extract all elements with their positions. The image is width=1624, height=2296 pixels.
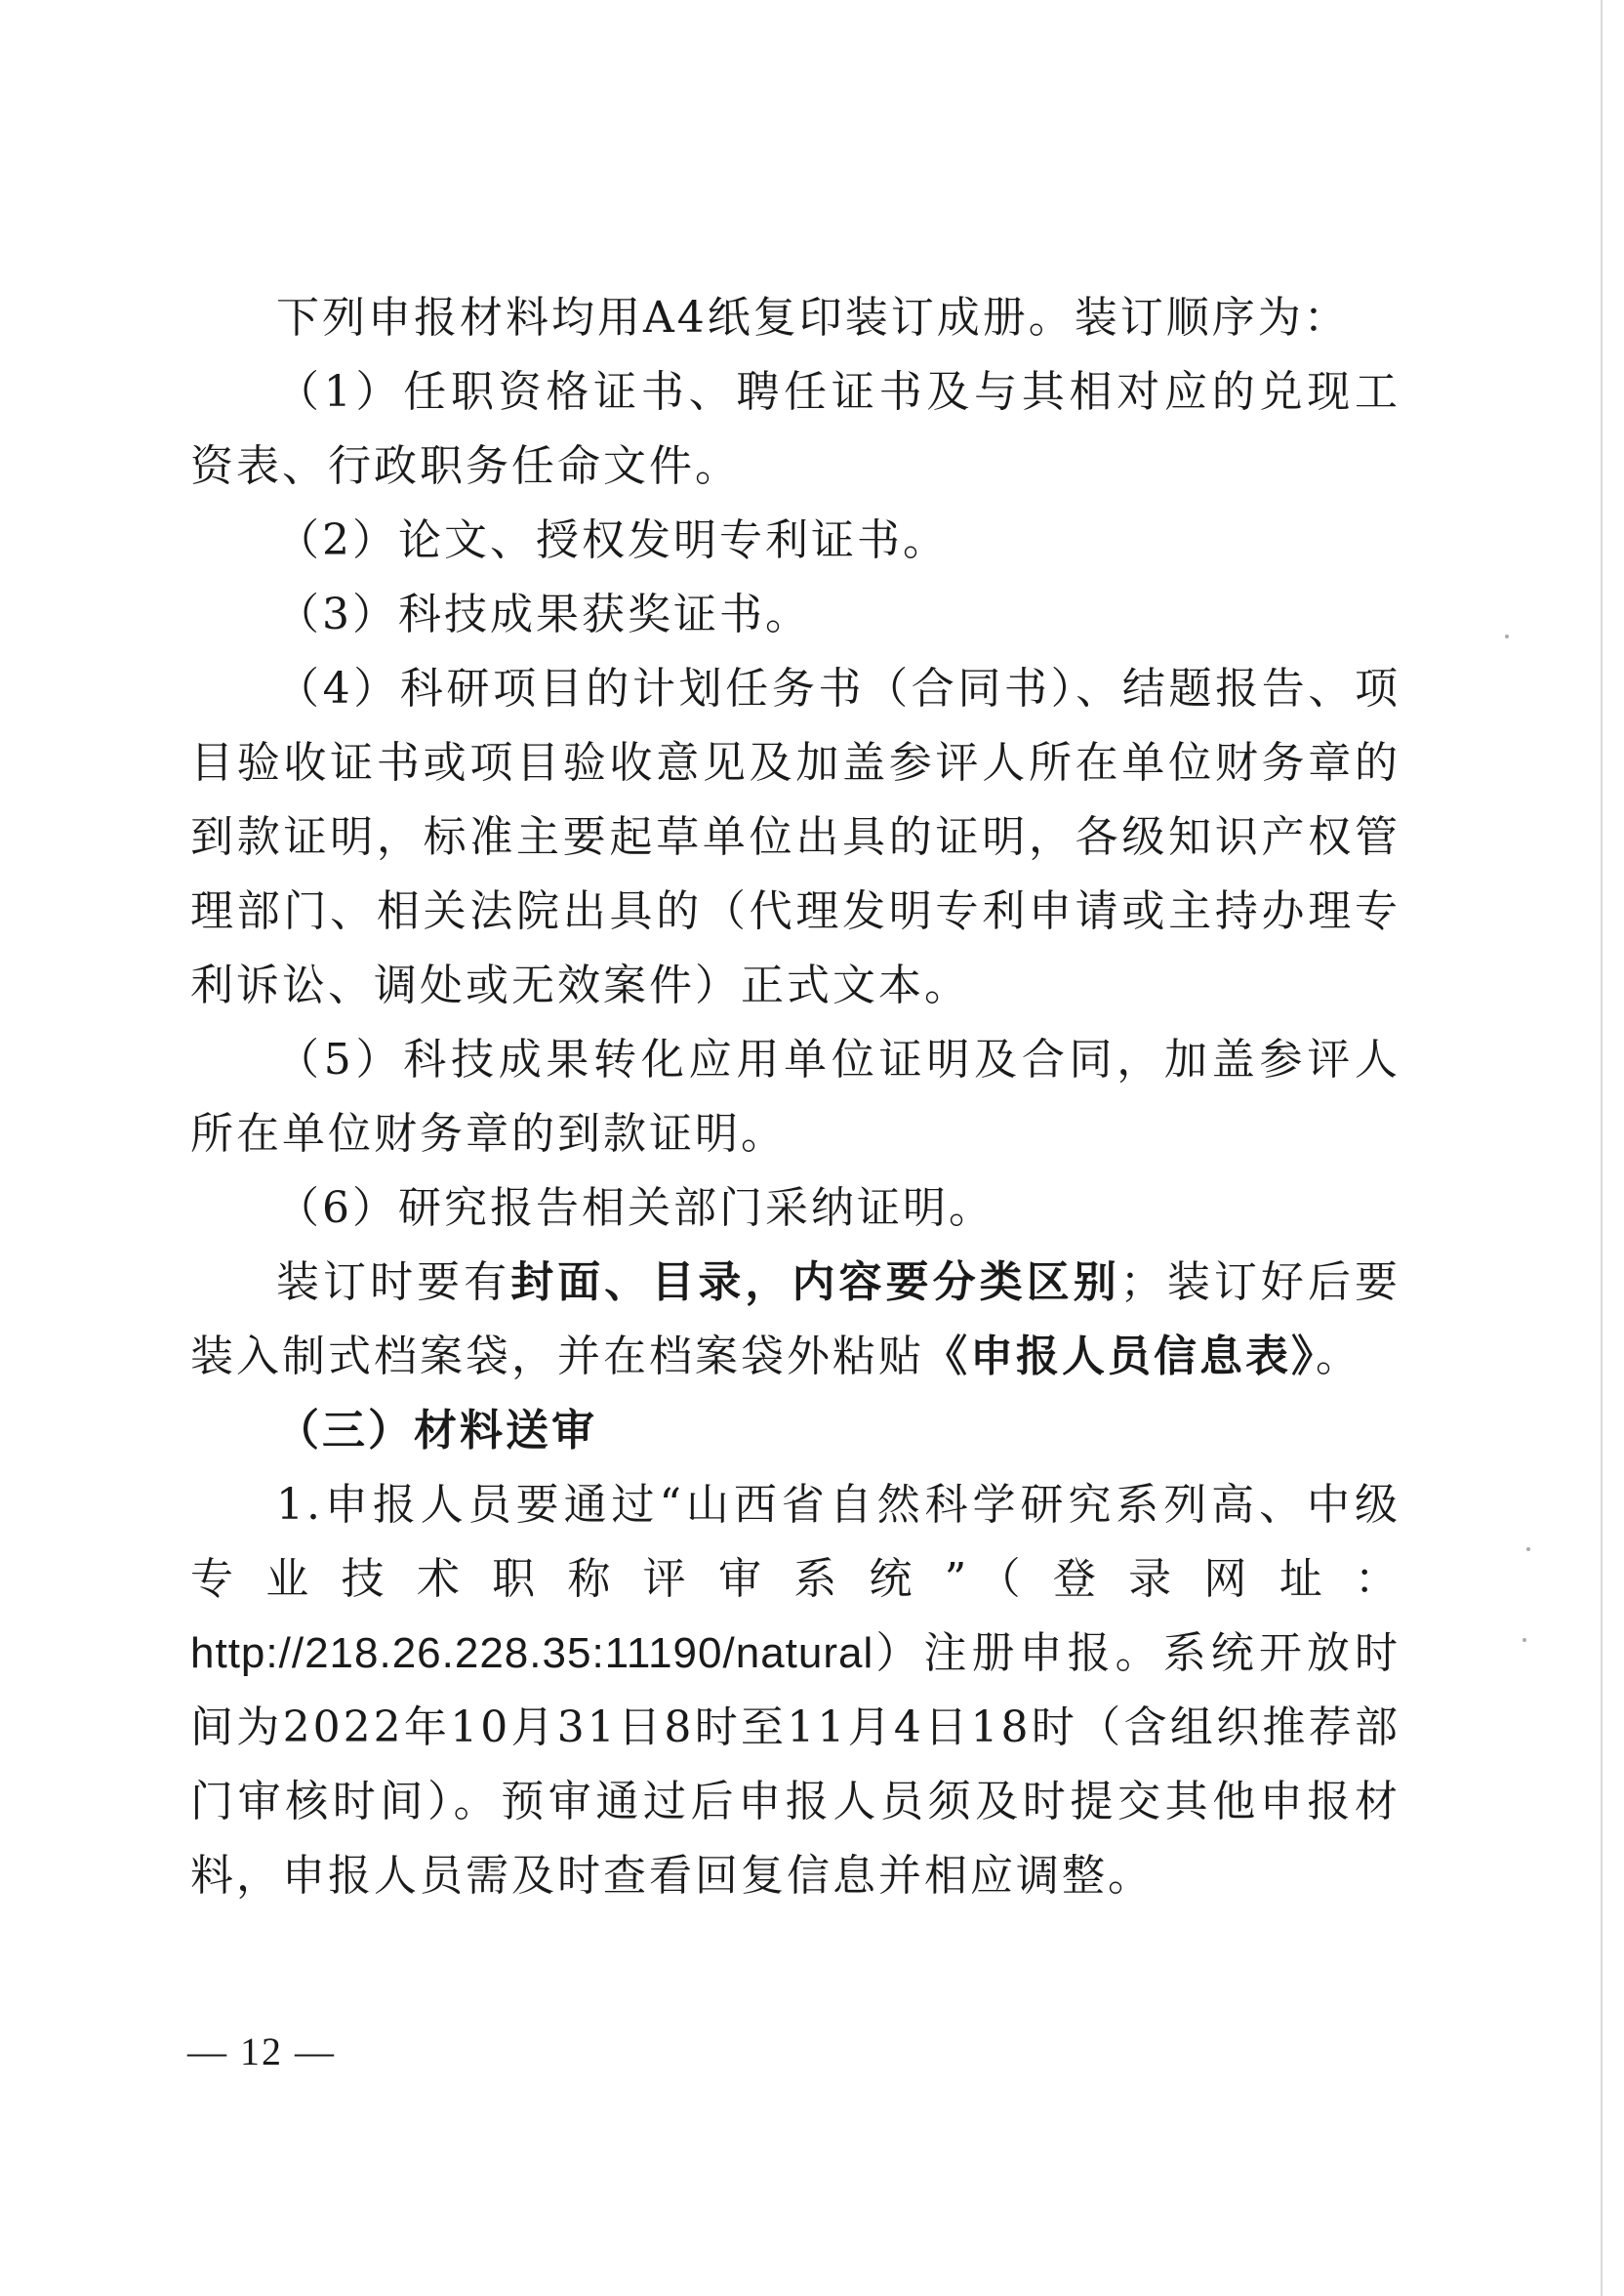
- list-item-6: （6）研究报告相关部门采纳证明。: [276, 1183, 995, 1233]
- list-item-5: （5）科技成果转化应用单位证明及合同，加盖参评人所在单位财务章的到款证明。: [190, 1035, 1401, 1159]
- scan-edge-line: [1601, 0, 1603, 2296]
- submission-part-1: 1.申报人员要通过“山西省自然科学研究系列高、中级专业技术职称评审系统”（登录网址：: [190, 1480, 1401, 1604]
- list-item-1: （1）任职资格证书、聘任证书及与其相对应的兑现工资表、行政职务任命文件。: [190, 367, 1401, 491]
- list-item-2: （2）论文、授权发明专利证书。: [276, 515, 949, 565]
- binding-emphasis-2: 《申报人员信息表》: [924, 1332, 1316, 1381]
- scan-speck: [1522, 1638, 1526, 1642]
- page-number: — 12 —: [187, 2030, 336, 2073]
- login-url: http://218.26.228.35:11190/natural: [190, 1629, 874, 1677]
- binding-middle: ；装订好后要装入制式档案袋，并在档案袋外粘贴: [190, 1257, 1401, 1381]
- intro-paragraph: 下列申报材料均用A4纸复印装订成册。装订顺序为：: [276, 293, 1350, 343]
- binding-emphasis-1: 封面、目录，内容要分类区别: [510, 1257, 1120, 1307]
- list-item-4: （4）科研项目的计划任务书（合同书）、结题报告、项目验收证书或项目验收意见及加盖参评人所在单位财务章的到款证明，标准主要起草单位出具的证明，各级知识产权管理部门、相关法院出具的（代理发明专利申请或主持办理专利诉讼、调处或无效案件）正式文本。: [190, 664, 1401, 1010]
- section-heading: （三）材料送审: [276, 1406, 597, 1456]
- list-item-3: （3）科技成果获奖证书。: [276, 590, 811, 639]
- submission-part-2: ）注册申报。系统开放时间为2022年10月31日8时至11月4日18时（含组织推荐部门审核时间）。预审通过后申报人员须及时提交其他申报材料，申报人员需及时查看回复信息并相应调整。: [190, 1628, 1401, 1901]
- binding-paragraph: [190, 1246, 1401, 1394]
- binding-suffix: 。: [1316, 1332, 1361, 1381]
- submission-paragraph: [190, 1468, 1401, 1913]
- binding-prefix: 装订时要有: [276, 1257, 511, 1307]
- document-body: [190, 281, 1401, 1913]
- scan-speck: [1526, 1547, 1530, 1551]
- scan-speck: [1505, 635, 1509, 638]
